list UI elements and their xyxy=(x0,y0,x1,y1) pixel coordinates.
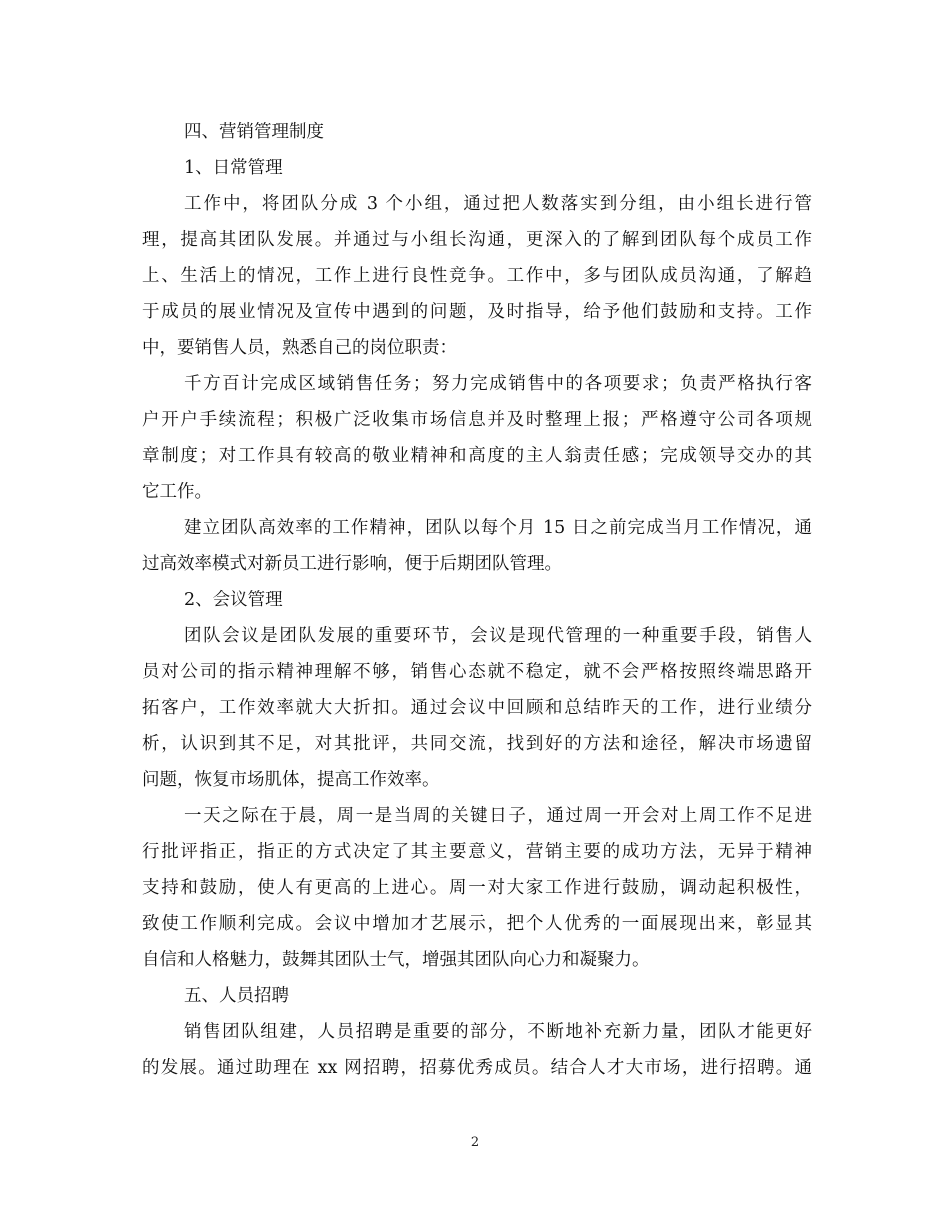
text-line: 问题，恢复市场肌体，提高工作效率。 xyxy=(142,770,440,790)
text-line: 五、人员招聘 xyxy=(184,986,289,1006)
page-number: 2 xyxy=(470,1135,480,1150)
text-line: 1、日常管理 xyxy=(184,158,283,178)
text-line: 拓客户，工作效率就大大折扣。通过会议中回顾和总结昨天的工作，进行业绩分 xyxy=(142,698,812,718)
text-line: 的发展。通过助理在 xx 网招聘，招募优秀成员。结合人才大市场，进行招聘。通 xyxy=(142,1058,812,1078)
text-line: 员对公司的指示精神理解不够，销售心态就不稳定，就不会严格按照终端思路开 xyxy=(142,662,812,682)
text-line: 自信和人格魅力，鼓舞其团队士气，增强其团队向心力和凝聚力。 xyxy=(142,950,650,970)
text-line: 千方百计完成区域销售任务；努力完成销售中的各项要求；负责严格执行客 xyxy=(184,374,812,394)
text-line: 建立团队高效率的工作精神，团队以每个月 15 日之前完成当月工作情况，通 xyxy=(184,518,812,538)
text-line: 行批评指正，指正的方式决定了其主要意义，营销主要的成功方法，无异于精神 xyxy=(142,842,812,862)
text-line: 章制度；对工作具有较高的敬业精神和高度的主人翁责任感；完成领导交办的其 xyxy=(142,446,812,466)
text-line: 一天之际在于晨，周一是当周的关键日子，通过周一开会对上周工作不足进 xyxy=(184,806,812,826)
text-line: 中，要销售人员，熟悉自己的岗位职责： xyxy=(142,338,457,358)
text-line: 支持和鼓励，使人有更高的上进心。周一对大家工作进行鼓励，调动起积极性， xyxy=(142,878,812,898)
text-line: 致使工作顺利完成。会议中增加才艺展示，把个人优秀的一面展现出来，彰显其 xyxy=(142,914,812,934)
text-line: 四、营销管理制度 xyxy=(184,122,324,142)
text-line: 销售团队组建，人员招聘是重要的部分，不断地补充新力量，团队才能更好 xyxy=(184,1022,812,1042)
text-line: 户开户手续流程；积极广泛收集市场信息并及时整理上报；严格遵守公司各项规 xyxy=(142,410,812,430)
text-line: 2、会议管理 xyxy=(184,590,283,610)
text-line: 团队会议是团队发展的重要环节，会议是现代管理的一种重要手段，销售人 xyxy=(184,626,812,646)
text-line: 析，认识到其不足，对其批评，共同交流，找到好的方法和途径，解决市场遗留 xyxy=(142,734,812,754)
text-line: 于成员的展业情况及宣传中遇到的问题，及时指导，给予他们鼓励和支持。工作 xyxy=(142,302,812,322)
text-line: 过高效率模式对新员工进行影响，便于后期团队管理。 xyxy=(142,554,562,574)
text-line: 工作中，将团队分成 3 个小组，通过把人数落实到分组，由小组长进行管 xyxy=(184,194,812,214)
text-line: 上、生活上的情况，工作上进行良性竞争。工作中，多与团队成员沟通，了解趋 xyxy=(142,266,812,286)
document-body xyxy=(142,114,812,1086)
text-line: 它工作。 xyxy=(142,482,212,502)
text-line: 理，提高其团队发展。并通过与小组长沟通，更深入的了解到团队每个成员工作 xyxy=(142,230,812,250)
